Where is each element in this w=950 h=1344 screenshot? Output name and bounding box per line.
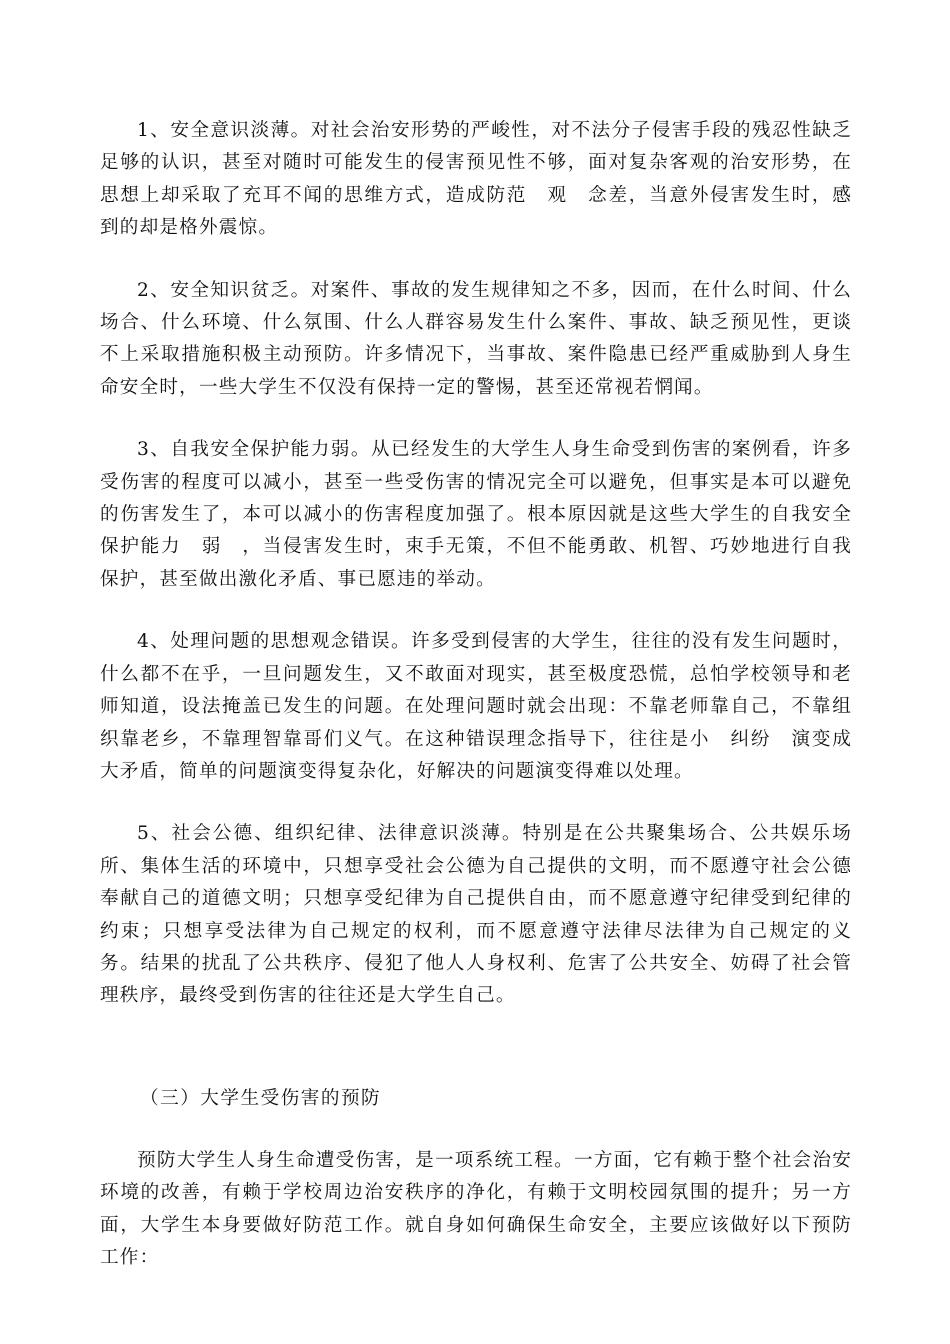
paragraph-3: 3、自我安全保护能力弱。从已经发生的大学生人身生命受到伤害的案例看，许多受伤害的程度可以减小，甚至一些受伤害的情况完全可以避免，但事实是本可以避免的伤害发生了，本可以减小的伤害程度加强了。根本原因就是这些大学生的自我安全保护能力 弱 ，当侵害发生时，束手无策，不但不能勇敢、机智、巧妙地进行自我保护，甚至做出激化矛盾、事已愿违的举动。 xyxy=(100,439,852,590)
section-heading: （三）大学生受伤害的预防 xyxy=(140,1087,382,1109)
paragraph-5: 5、社会公德、组织纪律、法律意识淡薄。特别是在公共聚集场合、公共娱乐场所、集体生活的环境中，只想享受社会公德为自己提供的文明，而不愿遵守社会公德奉献自己的道德文明；只想享受纪律为自己提供自由，而不愿意遵守纪律受到纪律的约束；只想享受法律为自己规定的权利，而不愿意遵守法律尽法律为自己规定的义务。结果的扰乱了公共秩序、侵犯了他人人身权利、危害了公共安全、妨碍了社会管理秩序，最终受到伤害的往往还是大学生自己。 xyxy=(100,823,852,1007)
paragraph-4: 4、处理问题的思想观念错误。许多受到侵害的大学生，往往的没有发生问题时，什么都不在乎，一旦问题发生，又不敢面对现实，甚至极度恐慌，总怕学校领导和老师知道，设法掩盖已发生的问题。在处理问题时就会出现：不靠老师靠自己，不靠组织靠老乡，不靠理智靠哥们义气。在这种错误理念指导下，往往是小 纠纷 演变成大矛盾，简单的问题演变得复杂化，好解决的问题演变得难以处理。 xyxy=(100,631,852,782)
paragraph-2: 2、安全知识贫乏。对案件、事故的发生规律知之不多，因而，在什么时间、什么场合、什么环境、什么氛围、什么人群容易发生什么案件、事故、缺乏预见性，更谈不上采取措施积极主动预防。许多情况下，当事故、案件隐患已经严重威胁到人身生命安全时，一些大学生不仅没有保持一定的警惕，甚至还常视若惘闻。 xyxy=(100,279,852,398)
closing-paragraph: 预防大学生人身生命遭受伤害，是一项系统工程。一方面，它有赖于整个社会治安环境的改善，有赖于学校周边治安秩序的净化，有赖于文明校园氛围的提升；另一方面，大学生本身要做好防范工作。就自身如何确保生命安全，主要应该做好以下预防工作： xyxy=(100,1149,852,1268)
paragraph-1: 1、安全意识淡薄。对社会治安形势的严峻性，对不法分子侵害手段的残忍性缺乏足够的认识，甚至对随时可能发生的侵害预见性不够，面对复杂客观的治安形势，在思想上却采取了充耳不闻的思维方式，造成防范 观 念差，当意外侵害发生时，感到的却是格外震惊。 xyxy=(100,120,852,239)
document-page xyxy=(100,115,852,1274)
